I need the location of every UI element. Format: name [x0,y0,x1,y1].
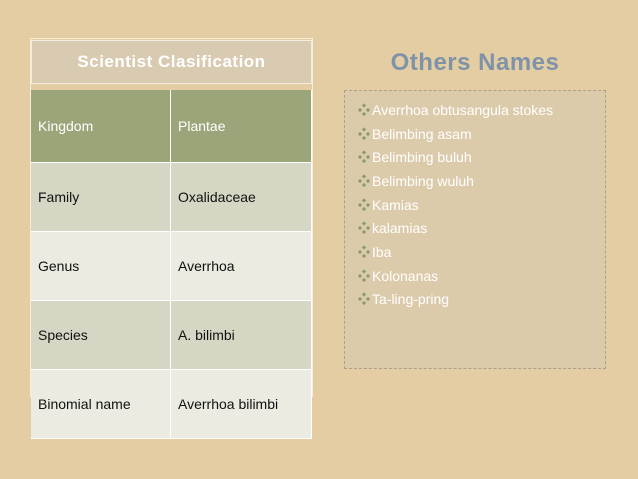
list-item [357,145,553,169]
table-row [31,232,312,301]
classification-title: Scientist Clasification [31,40,312,84]
diamond-bullet-icon [357,221,371,235]
classification-table [31,90,312,439]
diamond-bullet-icon [357,103,371,117]
list-item [357,193,553,217]
diamond-bullet-icon [357,292,371,306]
row-label: Genus [31,232,171,301]
other-name-text: Belimbing wuluh [372,172,474,189]
list-item [357,264,553,288]
diamond-bullet-icon [357,150,371,164]
other-name-text: Averrhoa obtusangula stokes [372,101,554,118]
table-row [31,370,312,439]
list-item [357,216,553,240]
list-item [357,288,553,312]
row-label: Species [31,301,171,370]
other-name-text: Kamias [372,196,419,213]
row-label: Kingdom [31,90,171,163]
list-item [357,169,553,193]
other-name-text: Belimbing buluh [372,149,472,166]
others-names-list [357,98,553,311]
table-row [31,163,312,232]
diamond-bullet-icon [357,269,371,283]
diamond-bullet-icon [357,127,371,141]
row-label: Family [31,163,171,232]
row-value: Averrhoa [171,232,312,301]
row-value: Oxalidaceae [171,163,312,232]
other-name-text: Iba [372,243,392,260]
diamond-bullet-icon [357,198,371,212]
list-item [357,122,553,146]
row-value: Averrhoa bilimbi [171,370,312,439]
table-row [31,90,312,163]
row-label: Binomial name [31,370,171,439]
other-name-text: Kolonanas [372,267,439,284]
row-value: Plantae [171,90,312,163]
diamond-bullet-icon [357,245,371,259]
list-item [357,98,553,122]
table-row [31,301,312,370]
others-names-title: Others Names [390,49,560,76]
diamond-bullet-icon [357,174,371,188]
list-item [357,240,553,264]
other-name-text: Ta-ling-pring [372,291,450,308]
other-name-text: Belimbing asam [372,125,472,142]
row-value: A. bilimbi [171,301,312,370]
other-name-text: kalamias [372,220,428,237]
